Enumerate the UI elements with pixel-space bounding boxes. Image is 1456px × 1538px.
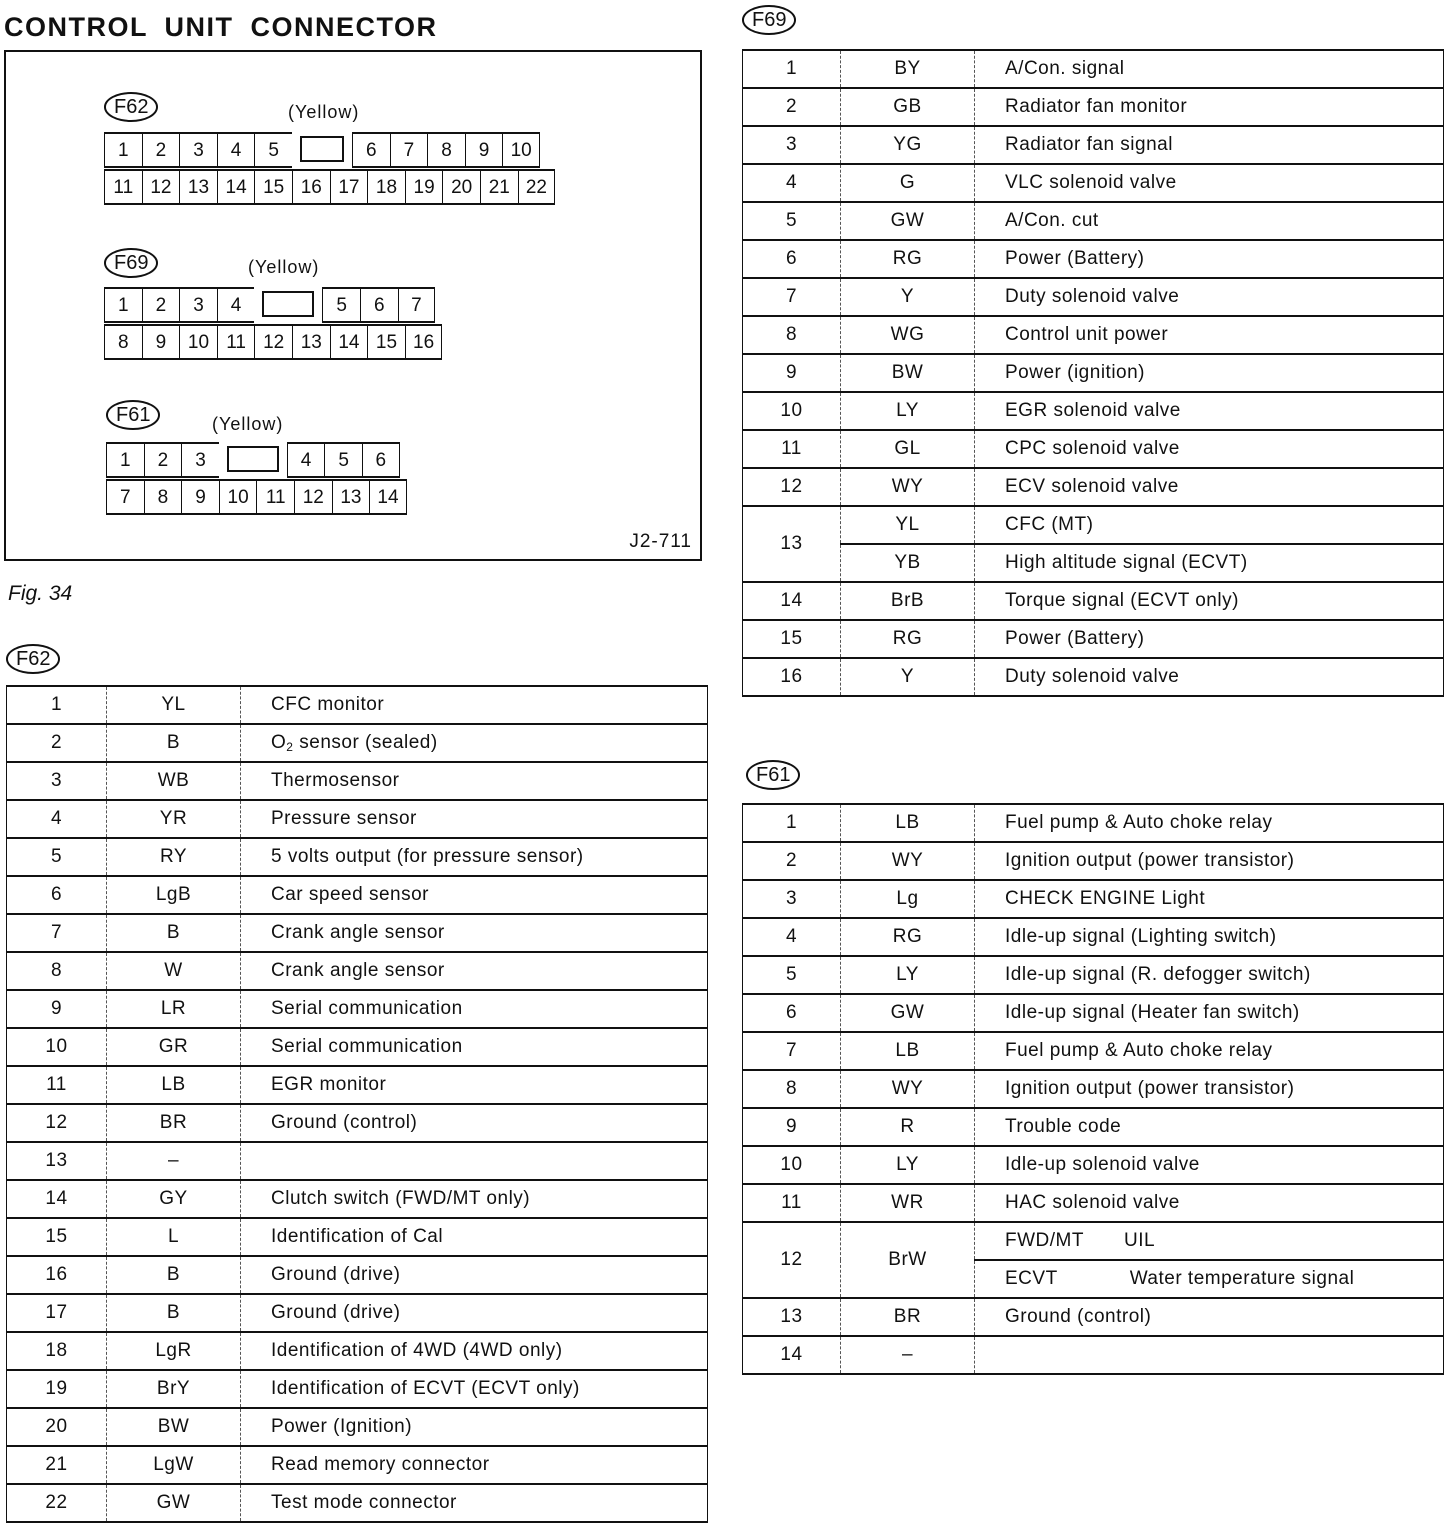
pin-number: 19	[7, 1370, 107, 1408]
table-row	[743, 506, 1444, 544]
pin-description: Identification of 4WD (4WD only)	[241, 1332, 708, 1370]
connector-pin: 11	[217, 324, 255, 360]
table-row	[743, 804, 1444, 842]
wire-color: G	[841, 164, 975, 202]
connector-pin: 8	[144, 479, 182, 515]
connector-pin: 12	[142, 169, 180, 205]
pin-number: 11	[743, 430, 841, 468]
table-row	[743, 658, 1444, 696]
table-row	[743, 1336, 1444, 1374]
pin-description: Ground (control)	[975, 1298, 1444, 1336]
connector-pin: 10	[179, 324, 217, 360]
pin-number: 14	[7, 1180, 107, 1218]
table-row	[743, 164, 1444, 202]
pin-number: 6	[7, 876, 107, 914]
description-text: Water temperature signal	[1129, 1268, 1355, 1289]
pin-description: A/Con. cut	[975, 202, 1444, 240]
wire-color: BrY	[107, 1370, 241, 1408]
wire-color: LY	[841, 392, 975, 430]
pin-number: 10	[743, 1146, 841, 1184]
wire-color: YB	[841, 544, 975, 582]
connector-color-f69: (Yellow)	[248, 257, 320, 277]
wire-color: LB	[107, 1066, 241, 1104]
connector-pin: 1	[106, 442, 144, 478]
pin-description: HAC solenoid valve	[975, 1184, 1444, 1222]
table-row	[743, 354, 1444, 392]
wire-color: LgW	[107, 1446, 241, 1484]
connector-label-f61: F61	[106, 400, 160, 430]
wire-color: BR	[107, 1104, 241, 1142]
table-row	[743, 430, 1444, 468]
pin-description: Read memory connector	[241, 1446, 708, 1484]
wire-color: B	[107, 724, 241, 762]
table-row	[7, 1218, 708, 1256]
wire-color: BW	[841, 354, 975, 392]
pin-description	[975, 1260, 1444, 1298]
connector-pin: 9	[181, 479, 219, 515]
pin-description: Trouble code	[975, 1108, 1444, 1146]
pin-description: Clutch switch (FWD/MT only)	[241, 1180, 708, 1218]
connector-pin: 14	[217, 169, 255, 205]
pin-description: Thermosensor	[241, 762, 708, 800]
wire-color: BR	[841, 1298, 975, 1336]
table-row	[7, 1142, 708, 1180]
table-row	[743, 1222, 1444, 1260]
wire-color: Y	[841, 278, 975, 316]
pin-description: EGR solenoid valve	[975, 392, 1444, 430]
pin-description	[975, 1336, 1444, 1374]
connector-pin: 2	[142, 132, 180, 168]
wire-color: WY	[841, 842, 975, 880]
description-text: FWD/MT	[1005, 1230, 1084, 1251]
connector-pin: 15	[367, 324, 405, 360]
connector-pin: 18	[367, 169, 405, 205]
pin-description: Identification of ECVT (ECVT only)	[241, 1370, 708, 1408]
wire-color: L	[107, 1218, 241, 1256]
pin-number: 16	[743, 658, 841, 696]
pin-number: 17	[7, 1294, 107, 1332]
pin-number: 13	[7, 1142, 107, 1180]
table-row	[7, 876, 708, 914]
pin-description: Crank angle sensor	[241, 952, 708, 990]
pin-number: 9	[743, 354, 841, 392]
table-row	[743, 880, 1444, 918]
pin-description: Pressure sensor	[241, 800, 708, 838]
connector-pin: 13	[292, 324, 330, 360]
connector-pin: 16	[405, 324, 443, 360]
connector-key-slot	[262, 291, 314, 317]
table-row	[7, 800, 708, 838]
table-row	[7, 1484, 708, 1522]
pin-description: Ground (drive)	[241, 1256, 708, 1294]
pin-description	[975, 1222, 1444, 1260]
pin-description: Crank angle sensor	[241, 914, 708, 952]
pin-number: 3	[743, 126, 841, 164]
wire-color: GB	[841, 88, 975, 126]
connector-pin: 6	[352, 132, 390, 168]
connector-pin: 11	[256, 479, 294, 515]
pin-description: CPC solenoid valve	[975, 430, 1444, 468]
table-row	[7, 990, 708, 1028]
connector-pin: 21	[480, 169, 518, 205]
pin-number: 15	[7, 1218, 107, 1256]
pin-number: 8	[7, 952, 107, 990]
wire-color: LY	[841, 956, 975, 994]
wire-color: R	[841, 1108, 975, 1146]
pin-number: 14	[743, 582, 841, 620]
connector-pin: 2	[144, 442, 182, 478]
pin-description: Duty solenoid valve	[975, 278, 1444, 316]
pin-number: 2	[743, 842, 841, 880]
table-row	[7, 1180, 708, 1218]
pin-description: Ground (drive)	[241, 1294, 708, 1332]
table-row	[7, 1370, 708, 1408]
pin-description: Fuel pump & Auto choke relay	[975, 1032, 1444, 1070]
pin-description: CFC monitor	[241, 686, 708, 724]
wire-color: WR	[841, 1184, 975, 1222]
pin-number: 13	[743, 1298, 841, 1336]
table-row	[7, 1332, 708, 1370]
pin-description: Idle-up signal (Lighting switch)	[975, 918, 1444, 956]
connector-pin: 12	[294, 479, 332, 515]
wire-color: –	[107, 1142, 241, 1180]
table-row	[743, 620, 1444, 658]
wire-color: YR	[107, 800, 241, 838]
pin-number: 7	[743, 1032, 841, 1070]
connector-color-f61: (Yellow)	[212, 414, 284, 434]
connector-pin: 5	[324, 442, 362, 478]
wire-color: WB	[107, 762, 241, 800]
connector-key-slot	[227, 446, 279, 472]
connector-pin: 17	[330, 169, 368, 205]
wire-color: GW	[107, 1484, 241, 1522]
table-row	[7, 1294, 708, 1332]
connector-pin: 4	[217, 132, 255, 168]
pin-description: Ignition output (power transistor)	[975, 842, 1444, 880]
connector-pin: 20	[442, 169, 480, 205]
connector-pin: 4	[217, 287, 255, 323]
pin-description: 5 volts output (for pressure sensor)	[241, 838, 708, 876]
pin-description: ECV solenoid valve	[975, 468, 1444, 506]
pin-description: Power (Battery)	[975, 620, 1444, 658]
connector-pin: 8	[427, 132, 465, 168]
pin-number: 8	[743, 1070, 841, 1108]
table-row	[7, 952, 708, 990]
pin-description: Idle-up solenoid valve	[975, 1146, 1444, 1184]
pin-number: 20	[7, 1408, 107, 1446]
pin-description: Ground (control)	[241, 1104, 708, 1142]
pin-number: 18	[7, 1332, 107, 1370]
table-row	[7, 1066, 708, 1104]
wire-color: BrB	[841, 582, 975, 620]
table-row	[743, 1184, 1444, 1222]
pin-table-f62	[6, 685, 708, 1523]
wire-color: BY	[841, 50, 975, 88]
table-row	[7, 724, 708, 762]
table-row	[7, 1256, 708, 1294]
pin-number: 1	[743, 50, 841, 88]
connector-pin: 7	[106, 479, 144, 515]
table-row	[743, 316, 1444, 354]
wire-color: RY	[107, 838, 241, 876]
pin-description: Radiator fan signal	[975, 126, 1444, 164]
table-row	[743, 240, 1444, 278]
pin-description: Test mode connector	[241, 1484, 708, 1522]
wire-color: LB	[841, 804, 975, 842]
pin-description: Radiator fan monitor	[975, 88, 1444, 126]
connector-pin: 6	[360, 287, 398, 323]
wire-color: BrW	[841, 1222, 975, 1298]
pin-number: 15	[743, 620, 841, 658]
wire-color: B	[107, 1256, 241, 1294]
pin-description: Torque signal (ECVT only)	[975, 582, 1444, 620]
pin-number: 7	[743, 278, 841, 316]
wire-color: –	[841, 1336, 975, 1374]
connector-pin: 5	[254, 132, 292, 168]
pin-description: Fuel pump & Auto choke relay	[975, 804, 1444, 842]
pin-description: CFC (MT)	[975, 506, 1444, 544]
wire-color: YL	[107, 686, 241, 724]
pin-description: Idle-up signal (R. defogger switch)	[975, 956, 1444, 994]
pin-number: 4	[743, 918, 841, 956]
pin-number: 22	[7, 1484, 107, 1522]
connector-pin: 4	[287, 442, 325, 478]
description-text: UIL	[1123, 1230, 1156, 1251]
pin-number: 9	[743, 1108, 841, 1146]
table-row	[743, 1032, 1444, 1070]
connector-label-f69: F69	[104, 248, 158, 278]
connector-pin: 13	[332, 479, 370, 515]
connector-pin: 6	[362, 442, 400, 478]
pin-number: 5	[743, 202, 841, 240]
connector-pin: 3	[179, 132, 217, 168]
pin-number: 4	[7, 800, 107, 838]
table-row	[7, 914, 708, 952]
wire-color: WY	[841, 468, 975, 506]
pin-table-f61	[742, 803, 1444, 1375]
connector-pin: 7	[398, 287, 436, 323]
connector-pin: 10	[219, 479, 257, 515]
table-row	[7, 1104, 708, 1142]
connector-pin: 1	[104, 287, 142, 323]
figure-id: J2-711	[629, 531, 692, 552]
table-row	[743, 1298, 1444, 1336]
wire-color: GL	[841, 430, 975, 468]
connector-pin: 15	[254, 169, 292, 205]
pin-description: Control unit power	[975, 316, 1444, 354]
pin-number: 7	[7, 914, 107, 952]
table-row	[743, 126, 1444, 164]
wire-color: RG	[841, 240, 975, 278]
wire-color: GW	[841, 202, 975, 240]
connector-pin: 9	[465, 132, 503, 168]
connector-pin: 12	[254, 324, 292, 360]
connector-pin: 14	[369, 479, 407, 515]
connector-figure	[4, 50, 702, 561]
table-row	[7, 1028, 708, 1066]
connector-label-f62: F62	[104, 92, 158, 122]
table-row	[743, 1146, 1444, 1184]
pin-description: Power (ignition)	[975, 354, 1444, 392]
pin-description: EGR monitor	[241, 1066, 708, 1104]
wire-color: Y	[841, 658, 975, 696]
connector-pin: 14	[330, 324, 368, 360]
pin-description: Serial communication	[241, 990, 708, 1028]
pin-description: CHECK ENGINE Light	[975, 880, 1444, 918]
connector-pin: 9	[142, 324, 180, 360]
wire-color: LgR	[107, 1332, 241, 1370]
pin-number: 14	[743, 1336, 841, 1374]
table-row	[743, 994, 1444, 1032]
description-text: O	[271, 732, 287, 753]
pin-description: Duty solenoid valve	[975, 658, 1444, 696]
wire-color: WY	[841, 1070, 975, 1108]
pin-number: 6	[743, 994, 841, 1032]
description-subscript: 2	[286, 740, 294, 754]
connector-pin: 16	[292, 169, 330, 205]
pin-description: Idle-up signal (Heater fan switch)	[975, 994, 1444, 1032]
wire-color: B	[107, 914, 241, 952]
table-row	[743, 956, 1444, 994]
table-label-f62: F62	[6, 644, 60, 674]
pin-number: 12	[743, 468, 841, 506]
table-row	[7, 762, 708, 800]
pin-number: 10	[743, 392, 841, 430]
pin-number: 12	[743, 1222, 841, 1298]
page-title: CONTROL UNIT CONNECTOR	[4, 12, 438, 42]
connector-pin: 5	[322, 287, 360, 323]
table-row	[7, 1446, 708, 1484]
wire-color: YG	[841, 126, 975, 164]
wire-color: LR	[107, 990, 241, 1028]
table-row	[743, 1070, 1444, 1108]
pin-number: 3	[743, 880, 841, 918]
connector-color-f62: (Yellow)	[288, 102, 360, 122]
pin-description: Car speed sensor	[241, 876, 708, 914]
wire-color: W	[107, 952, 241, 990]
pin-description	[241, 1142, 708, 1180]
pin-description: A/Con. signal	[975, 50, 1444, 88]
table-row	[743, 392, 1444, 430]
pin-description	[241, 724, 708, 762]
pin-number: 5	[7, 838, 107, 876]
wire-color: RG	[841, 620, 975, 658]
pin-number: 16	[7, 1256, 107, 1294]
pin-number: 2	[743, 88, 841, 126]
connector-pin: 8	[104, 324, 142, 360]
pin-description: Serial communication	[241, 1028, 708, 1066]
wire-color: LY	[841, 1146, 975, 1184]
table-row	[743, 1108, 1444, 1146]
pin-number: 11	[7, 1066, 107, 1104]
wire-color: GR	[107, 1028, 241, 1066]
pin-number: 1	[743, 804, 841, 842]
connector-pin: 3	[181, 442, 219, 478]
connector-key-slot	[300, 136, 344, 162]
table-row	[743, 88, 1444, 126]
connector-pin: 13	[179, 169, 217, 205]
pin-number: 6	[743, 240, 841, 278]
wire-color: Lg	[841, 880, 975, 918]
pin-number: 1	[7, 686, 107, 724]
figure-caption: Fig. 34	[8, 582, 73, 605]
wire-color: RG	[841, 918, 975, 956]
wire-color: LB	[841, 1032, 975, 1070]
wire-color: B	[107, 1294, 241, 1332]
connector-pin: 10	[502, 132, 540, 168]
table-row	[743, 544, 1444, 582]
pin-number: 9	[7, 990, 107, 1028]
wire-color: YL	[841, 506, 975, 544]
table-row	[743, 842, 1444, 880]
pin-number: 10	[7, 1028, 107, 1066]
table-row	[743, 202, 1444, 240]
connector-pin: 22	[518, 169, 556, 205]
table-row	[743, 468, 1444, 506]
pin-number: 21	[7, 1446, 107, 1484]
pin-number: 4	[743, 164, 841, 202]
pin-description: Power (Battery)	[975, 240, 1444, 278]
description-text: ECVT	[1005, 1268, 1058, 1289]
pin-number: 2	[7, 724, 107, 762]
table-row	[743, 278, 1444, 316]
connector-pin: 19	[405, 169, 443, 205]
pin-description: High altitude signal (ECVT)	[975, 544, 1444, 582]
connector-pin: 11	[104, 169, 142, 205]
pin-number: 3	[7, 762, 107, 800]
description-text: sensor (sealed)	[293, 732, 438, 753]
pin-description: Ignition output (power transistor)	[975, 1070, 1444, 1108]
pin-number: 5	[743, 956, 841, 994]
pin-number: 12	[7, 1104, 107, 1142]
pin-table-f69	[742, 49, 1444, 697]
table-label-f61: F61	[746, 760, 800, 790]
table-label-f69: F69	[742, 5, 796, 35]
wire-color: LgB	[107, 876, 241, 914]
pin-number: 13	[743, 506, 841, 582]
table-row	[743, 918, 1444, 956]
wire-color: WG	[841, 316, 975, 354]
table-row	[7, 838, 708, 876]
connector-pin: 3	[179, 287, 217, 323]
table-row	[7, 1408, 708, 1446]
pin-number: 11	[743, 1184, 841, 1222]
pin-description: Identification of Cal	[241, 1218, 708, 1256]
pin-number: 8	[743, 316, 841, 354]
pin-description: VLC solenoid valve	[975, 164, 1444, 202]
table-row	[743, 582, 1444, 620]
table-row	[743, 50, 1444, 88]
table-row	[7, 686, 708, 724]
pin-description: Power (Ignition)	[241, 1408, 708, 1446]
wire-color: GW	[841, 994, 975, 1032]
wire-color: BW	[107, 1408, 241, 1446]
wire-color: GY	[107, 1180, 241, 1218]
connector-pin: 2	[142, 287, 180, 323]
connector-pin: 7	[390, 132, 428, 168]
connector-pin: 1	[104, 132, 142, 168]
